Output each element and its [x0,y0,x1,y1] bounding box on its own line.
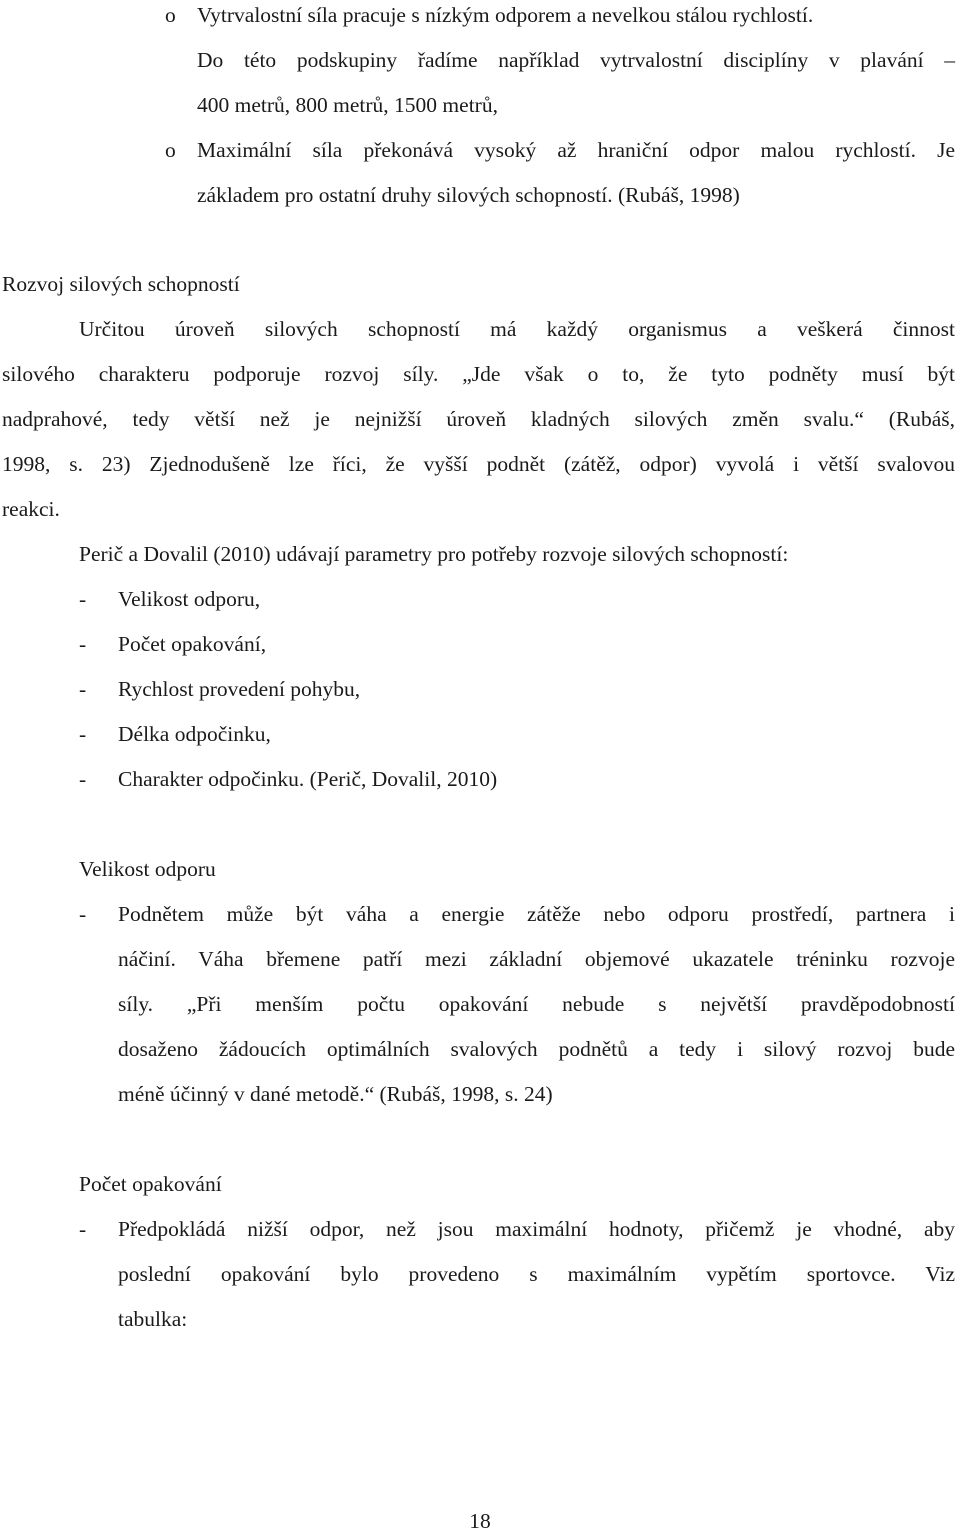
list-marker: o [165,138,176,162]
list-item-text: síly. „Při menším počtu opakování nebude s největší pravděpodobností [118,992,955,1016]
list-item-text: Vytrvalostní síla pracuje s nízkým odporem a nevelkou stálou rychlostí. [197,3,814,27]
list-item-text: Počet opakování, [118,632,267,656]
page-number: 18 [469,1509,491,1533]
list-item-text: základem pro ostatní druhy silových schopností. (Rubáš, 1998) [197,183,740,207]
list-marker: o [165,3,176,27]
list-item-text: Do této podskupiny řadíme například vytrvalostní disciplíny v plavání – [197,48,955,72]
paragraph-line: Určitou úroveň silových schopností má každý organismus a veškerá činnost [79,317,955,341]
paragraph-line: nadprahové, tedy větší než je nejnižší úroveň kladných silových změn svalu.“ (Rubáš, [2,407,955,431]
list-item-text: Velikost odporu, [118,587,261,611]
list-item-text: méně účinný v dané metodě.“ (Rubáš, 1998, s. 24) [118,1082,553,1106]
dash-marker: - [79,722,87,746]
list-item-text: Charakter odpočinku. (Perič, Dovalil, 2010) [118,767,498,791]
dash-marker: - [79,1217,87,1241]
list-item-text: Předpokládá nižší odpor, než jsou maximální hodnoty, přičemž je vhodné, aby [118,1217,955,1241]
list-item-text: dosaženo žádoucích optimálních svalových podnětů a tedy i silový rozvoj bude [118,1037,955,1061]
dash-marker: - [79,677,87,701]
list-item-text: 400 metrů, 800 metrů, 1500 metrů, [197,93,498,117]
paragraph-line: Perič a Dovalil (2010) udávají parametry pro potřeby rozvoje silových schopností: [79,542,789,566]
list-item-text: Podnětem může být váha a energie zátěže nebo odporu prostředí, partnera i [118,902,955,926]
list-item-text: poslední opakování bylo provedeno s maximálním vypětím sportovce. Viz [118,1262,955,1286]
list-item-text: Rychlost provedení pohybu, [118,677,361,701]
section-heading: Rozvoj silových schopností [2,272,240,296]
section-heading: Velikost odporu [79,857,216,881]
dash-marker: - [79,902,87,926]
list-item-text: Maximální síla překonává vysoký až hraniční odpor malou rychlostí. Je [197,138,955,162]
paragraph-line: 1998, s. 23) Zjednodušeně lze říci, že vyšší podnět (zátěž, odpor) vyvolá i větší svalovou [2,452,955,476]
dash-marker: - [79,767,87,791]
list-item-text: Délka odpočinku, [118,722,271,746]
dash-marker: - [79,587,87,611]
list-item-text: tabulka: [118,1307,188,1331]
paragraph-line: reakci. [2,497,60,521]
section-heading: Počet opakování [79,1172,222,1196]
dash-marker: - [79,632,87,656]
list-item-text: náčiní. Váha břemene patří mezi základní objemové ukazatele tréninku rozvoje [118,947,955,971]
paragraph-line: silového charakteru podporuje rozvoj síly. „Jde však o to, že tyto podněty musí být [2,362,955,386]
